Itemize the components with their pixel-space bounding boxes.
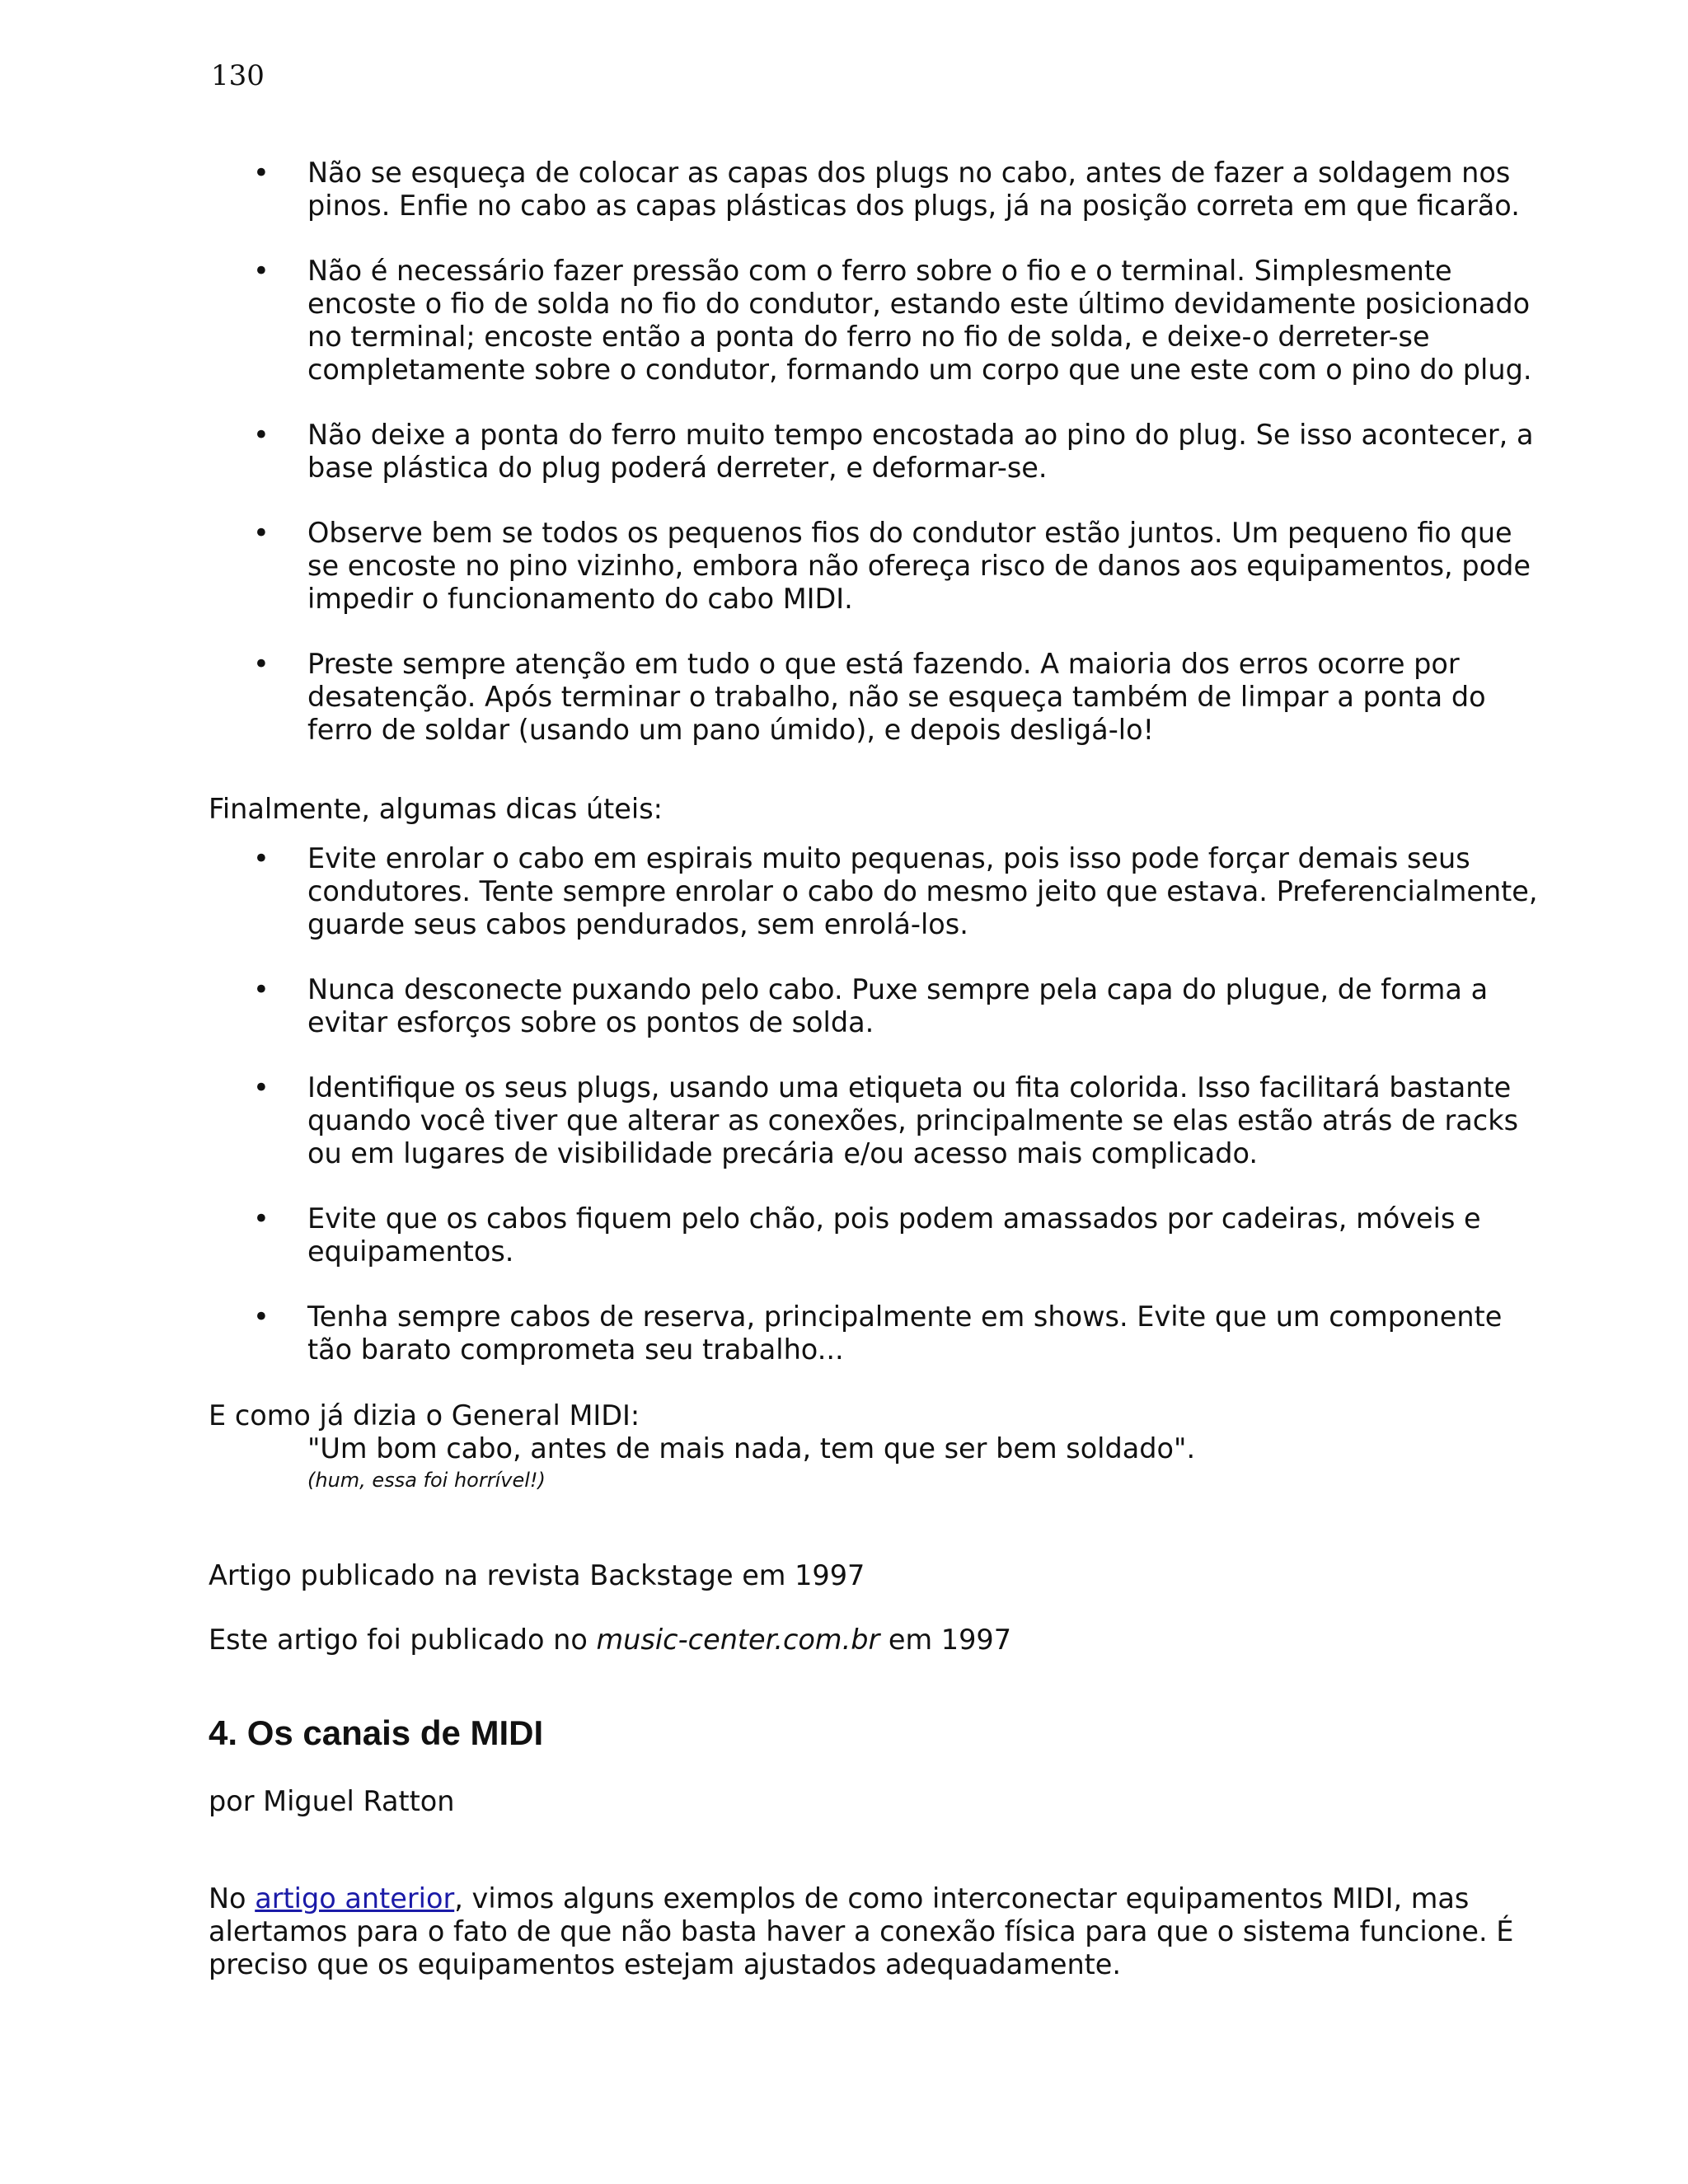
useful-tips-list	[209, 842, 1544, 1366]
previous-article-link[interactable]: artigo anterior	[255, 1882, 455, 1915]
quote: "Um bom cabo, antes de mais nada, tem que ser bem soldado".	[307, 1432, 1196, 1465]
list-item: • Não é necessário fazer pressão com o ferro sobre o fio e o terminal. Simplesmente encoste o fio de solda no fio do condutor, estando este último devidamente posicionado no terminal; encoste então a ponta do ferro no fio de solda, e deixe-o derreter-se completamente sobre o condutor, formando um corpo que une este com o pino do plug.	[209, 255, 1544, 387]
list-item: • Evite enrolar o cabo em espirais muito pequenas, pois isso pode forçar demais seus condutores. Tente sempre enrolar o cabo do mesmo jeito que estava. Preferencialmente, guarde seus cabos pendurados, sem enrolá-los.	[209, 842, 1544, 941]
section-title: 4. Os canais de MIDI	[209, 1713, 544, 1752]
para-prefix: No	[209, 1882, 256, 1915]
publication-site: music-center.com.br	[596, 1624, 880, 1656]
list-item: • Evite que os cabos fiquem pelo chão, pois podem amassados por cadeiras, móveis e equipamentos.	[209, 1202, 1544, 1268]
quote-note: (hum, essa foi horrível!)	[307, 1469, 546, 1492]
para-text: , vimos alguns exemplos de como interconectar equipamentos MIDI, mas alertamos para o fato de que não basta haver a conexão física para que o sistema funcione. É preciso que os equipamentos estejam ajustados adequadamente.	[209, 1882, 1514, 1980]
page-number: 130	[211, 59, 265, 92]
soldering-tips-list	[209, 157, 1544, 747]
publication-note: Artigo publicado na revista Backstage em 1997	[209, 1559, 865, 1591]
tips-intro: Finalmente, algumas dicas úteis:	[209, 793, 663, 825]
publication-site-note	[209, 1624, 1544, 1657]
publication-suffix: em 1997	[879, 1624, 1012, 1656]
quote-intro: E como já dizia o General MIDI:	[209, 1399, 640, 1432]
list-item: • Não deixe a ponta do ferro muito tempo encostada ao pino do plug. Se isso acontecer, a base plástica do plug poderá derreter, e deformar-se.	[209, 419, 1544, 485]
list-item: • Tenha sempre cabos de reserva, principalmente em shows. Evite que um componente tão barato comprometa seu trabalho...	[209, 1301, 1544, 1366]
author-byline: por Miguel Ratton	[209, 1785, 455, 1817]
list-item: • Preste sempre atenção em tudo o que está fazendo. A maioria dos erros ocorre por desatenção. Após terminar o trabalho, não se esqueça também de limpar a ponta do ferro de soldar (usando um pano úmido), e depois desligá-lo!	[209, 648, 1544, 747]
page-content	[209, 157, 1544, 1981]
list-item: • Não se esqueça de colocar as capas dos plugs no cabo, antes de fazer a soldagem nos pinos. Enfie no cabo as capas plásticas dos plugs, já na posição correta em que ficarão.	[209, 157, 1544, 223]
body-paragraph	[209, 1882, 1544, 1981]
publication-prefix: Este artigo foi publicado no	[209, 1624, 597, 1656]
list-item: • Identifique os seus plugs, usando uma etiqueta ou fita colorida. Isso facilitará bastante quando você tiver que alterar as conexões, principalmente se elas estão atrás de racks ou em lugares de visibilidade precária e/ou acesso mais complicado.	[209, 1071, 1544, 1170]
list-item: • Observe bem se todos os pequenos fios do condutor estão juntos. Um pequeno fio que se encoste no pino vizinho, embora não ofereça risco de danos aos equipamentos, pode impedir o funcionamento do cabo MIDI.	[209, 517, 1544, 616]
list-item: • Nunca desconecte puxando pelo cabo. Puxe sempre pela capa do plugue, de forma a evitar esforços sobre os pontos de solda.	[209, 973, 1544, 1039]
